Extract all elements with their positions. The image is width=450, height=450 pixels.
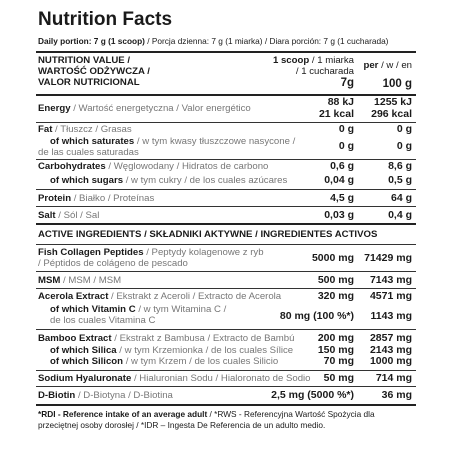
footnote-bold: *RDI - Reference intake of an average adult — [38, 409, 208, 419]
header-line-3: VALOR NUTRICIONAL — [38, 76, 140, 88]
divider — [36, 288, 416, 289]
divider — [36, 223, 416, 225]
footnote — [38, 409, 375, 431]
ingredient-label-rest: / Peptydy kolagenowe z ryb — [143, 247, 264, 258]
nutrient-value-serving — [319, 97, 354, 120]
ingredient-value-100g: 4571 mg — [369, 290, 412, 302]
divider — [36, 271, 416, 272]
header-per-rest: / w / en — [378, 60, 412, 71]
nutrient-value-100g: 8,6 g — [388, 160, 412, 172]
ingredient-label-acerola — [38, 291, 281, 302]
ingredient-label-bold: of which Vitamin C — [50, 304, 136, 315]
nutrient-label-bold: Fat — [38, 124, 53, 135]
ingredient-label-msm — [38, 275, 121, 286]
ingredient-label-biotin — [38, 390, 173, 401]
nutrient-value-100g: 0 g — [396, 140, 412, 152]
divider — [36, 189, 416, 190]
nutrient-label-rest: / Wartość energetyczna / Valor energético — [70, 103, 251, 114]
ingredient-label-rest: / Ekstrakt z Bambusa / Extracto de Bambú — [111, 333, 295, 344]
ingredient-label-hyaluronate — [38, 373, 311, 384]
ingredient-value-100g: 2857 mg — [369, 332, 412, 344]
ingredient-value-100g: 1143 mg — [370, 310, 412, 322]
daily-portion-bold: Daily portion: 7 g (1 scoop) — [38, 36, 145, 46]
ingredient-label-bamboo — [38, 333, 294, 344]
nutrient-label-rest: / Tłuszcz / Grasas — [52, 124, 132, 135]
ingredient-label-bold: of which Silicon — [50, 356, 124, 367]
nutrient-value-serving: 0,04 g — [324, 174, 354, 186]
ingredient-label-bold: D-Biotin — [38, 390, 76, 401]
nutrient-value-100g: 0,5 g — [388, 174, 412, 186]
daily-portion — [38, 36, 388, 46]
ingredient-value-100g: 36 mg — [381, 389, 412, 401]
header-per — [363, 60, 412, 71]
header-scoop-rest: / 1 miarka — [309, 55, 354, 66]
nutrient-label-line2: de las cuales saturadas — [38, 147, 139, 158]
active-ingredients-header: ACTIVE INGREDIENTS / SKŁADNIKI AKTYWNE / INGREDIENTES ACTIVOS — [38, 229, 378, 240]
header-scoop-bold: 1 scoop — [272, 55, 310, 66]
nutrient-value-serving: 0 g — [338, 140, 354, 152]
energy-kj-100g: 1255 kJ — [374, 96, 412, 108]
nutrient-label-rest: / Węglowodany / Hidratos de carbono — [105, 161, 269, 172]
ingredient-label-bold: Acerola Extract — [38, 291, 109, 302]
footnote-line2: przeciętnej osoby dorosłej / *IDR – Ingesta De Referencia de un adulto medio. — [38, 420, 326, 430]
nutrient-label-saturates — [38, 136, 296, 158]
nutrient-value-serving: 0 g — [338, 123, 354, 135]
nutrient-label-rest: / Białko / Proteínas — [71, 193, 155, 204]
header-serving-line2: / 1 cucharada — [295, 65, 354, 77]
header-line-1: NUTRITION VALUE / — [38, 55, 131, 66]
nutrient-label-bold: Protein — [38, 193, 72, 204]
ingredient-value-serving: 50 mg — [323, 372, 354, 384]
page-title: Nutrition Facts — [38, 9, 173, 30]
nutrient-label-protein — [38, 193, 154, 204]
divider — [36, 370, 416, 371]
nutrient-label-sugars — [50, 175, 287, 186]
ingredient-label-line2: de los cuales Vitamina C — [50, 315, 156, 326]
ingredient-label-bold: Bamboo Extract — [38, 333, 112, 344]
ingredient-label-silicon — [50, 356, 278, 367]
nutrient-label-bold: Energy — [38, 103, 71, 114]
ingredient-value-100g: 7143 mg — [369, 274, 412, 286]
ingredient-label-bold: Fish Collagen Peptides — [38, 247, 144, 258]
ingredient-value-serving: 2,5 mg (5000 %*) — [271, 389, 354, 401]
ingredient-label-bold: of which Silica — [50, 345, 117, 356]
ingredient-label-rest: / D-Biotyna / D-Biotina — [75, 390, 173, 401]
ingredient-label-rest: / w tym Krzemionka / de los cuales Sílice — [116, 345, 294, 356]
ingredient-value-serving: 150 mg — [317, 344, 354, 356]
nutrient-value-serving: 0,6 g — [330, 160, 354, 172]
ingredient-label-rest: / Hialuronian Sodu / Hialoronato de Sodio — [131, 373, 311, 384]
nutrient-value-100g: 64 g — [390, 192, 412, 204]
nutrient-label-fat — [38, 124, 132, 135]
nutrient-value-serving: 0,03 g — [324, 209, 354, 221]
nutrient-value-serving: 4,5 g — [330, 192, 354, 204]
energy-kj: 88 kJ — [327, 96, 354, 108]
ingredient-label-vitamin-c — [50, 304, 226, 326]
ingredient-label-rest: / Ekstrakt z Aceroli / Extracto de Acerola — [108, 291, 282, 302]
ingredient-value-serving: 200 mg — [317, 332, 354, 344]
ingredient-value-serving: 70 mg — [323, 355, 354, 367]
nutrient-label-bold: Salt — [38, 210, 56, 221]
nutrient-label-bold: of which sugars — [50, 175, 124, 186]
nutrient-value-100g: 0 g — [396, 123, 412, 135]
header-nutrition-value — [38, 56, 150, 88]
nutrient-label-rest: / Sól / Sal — [55, 210, 100, 221]
divider — [36, 244, 416, 245]
nutrient-label-rest: / w tym cukry / de los cuales azúcares — [123, 175, 288, 186]
ingredient-label-bold: Sodium Hyaluronate — [38, 373, 132, 384]
ingredient-value-100g: 2143 mg — [369, 344, 412, 356]
ingredient-value-100g: 1000 mg — [369, 355, 412, 367]
divider — [36, 51, 416, 53]
header-serving — [273, 56, 354, 88]
divider — [36, 386, 416, 387]
nutrient-label-salt — [38, 210, 99, 221]
ingredient-label-line2: / Péptidos de colágeno de pescado — [38, 258, 188, 269]
nutrient-value-100g — [371, 97, 412, 120]
divider — [36, 159, 416, 160]
nutrient-label-carbohydrates — [38, 161, 268, 172]
energy-kcal-100g: 296 kcal — [371, 107, 412, 120]
ingredient-value-serving: 320 mg — [317, 290, 354, 302]
divider — [36, 94, 416, 96]
ingredient-value-serving: 5000 mg — [311, 252, 354, 264]
header-per-amount: 100 g — [382, 78, 412, 90]
header-serving-amount: 7g — [340, 76, 354, 89]
footnote-rest: / *RWS - Referencyjna Wartość Spożycia dla — [207, 409, 375, 419]
divider — [36, 404, 416, 406]
header-line-2: WARTOŚĆ ODŻYWCZA / — [38, 65, 150, 77]
ingredient-label-bold: MSM — [38, 275, 61, 286]
divider — [36, 206, 416, 207]
nutrient-value-100g: 0,4 g — [388, 209, 412, 221]
energy-kcal: 21 kcal — [318, 107, 354, 120]
daily-portion-rest: / Porcja dzienna: 7 g (1 miarka) / Diara porción: 7 g (1 cucharada) — [144, 36, 389, 46]
nutrient-label-energy — [38, 103, 251, 114]
ingredient-label-silica — [50, 345, 293, 356]
nutrient-label-bold: of which saturates — [50, 136, 135, 147]
ingredient-value-serving: 80 mg (100 %*) — [279, 310, 354, 322]
ingredient-value-serving: 500 mg — [317, 274, 354, 286]
nutrient-label-rest: / w tym kwasy tłuszczowe nasycone / — [134, 136, 296, 147]
divider — [36, 122, 416, 123]
ingredient-value-100g: 71429 mg — [364, 252, 412, 264]
ingredient-label-rest: / w tym Krzem / de los cuales Silicio — [123, 356, 279, 367]
ingredient-value-100g: 714 mg — [375, 372, 412, 384]
header-per-bold: per — [363, 60, 379, 71]
ingredient-label-rest: / MSM / MSM — [60, 275, 122, 286]
nutrient-label-bold: Carbohydrates — [38, 161, 106, 172]
ingredient-label-collagen — [38, 247, 264, 269]
ingredient-label-rest: / w tym Witamina C / — [135, 304, 227, 315]
divider — [36, 329, 416, 330]
